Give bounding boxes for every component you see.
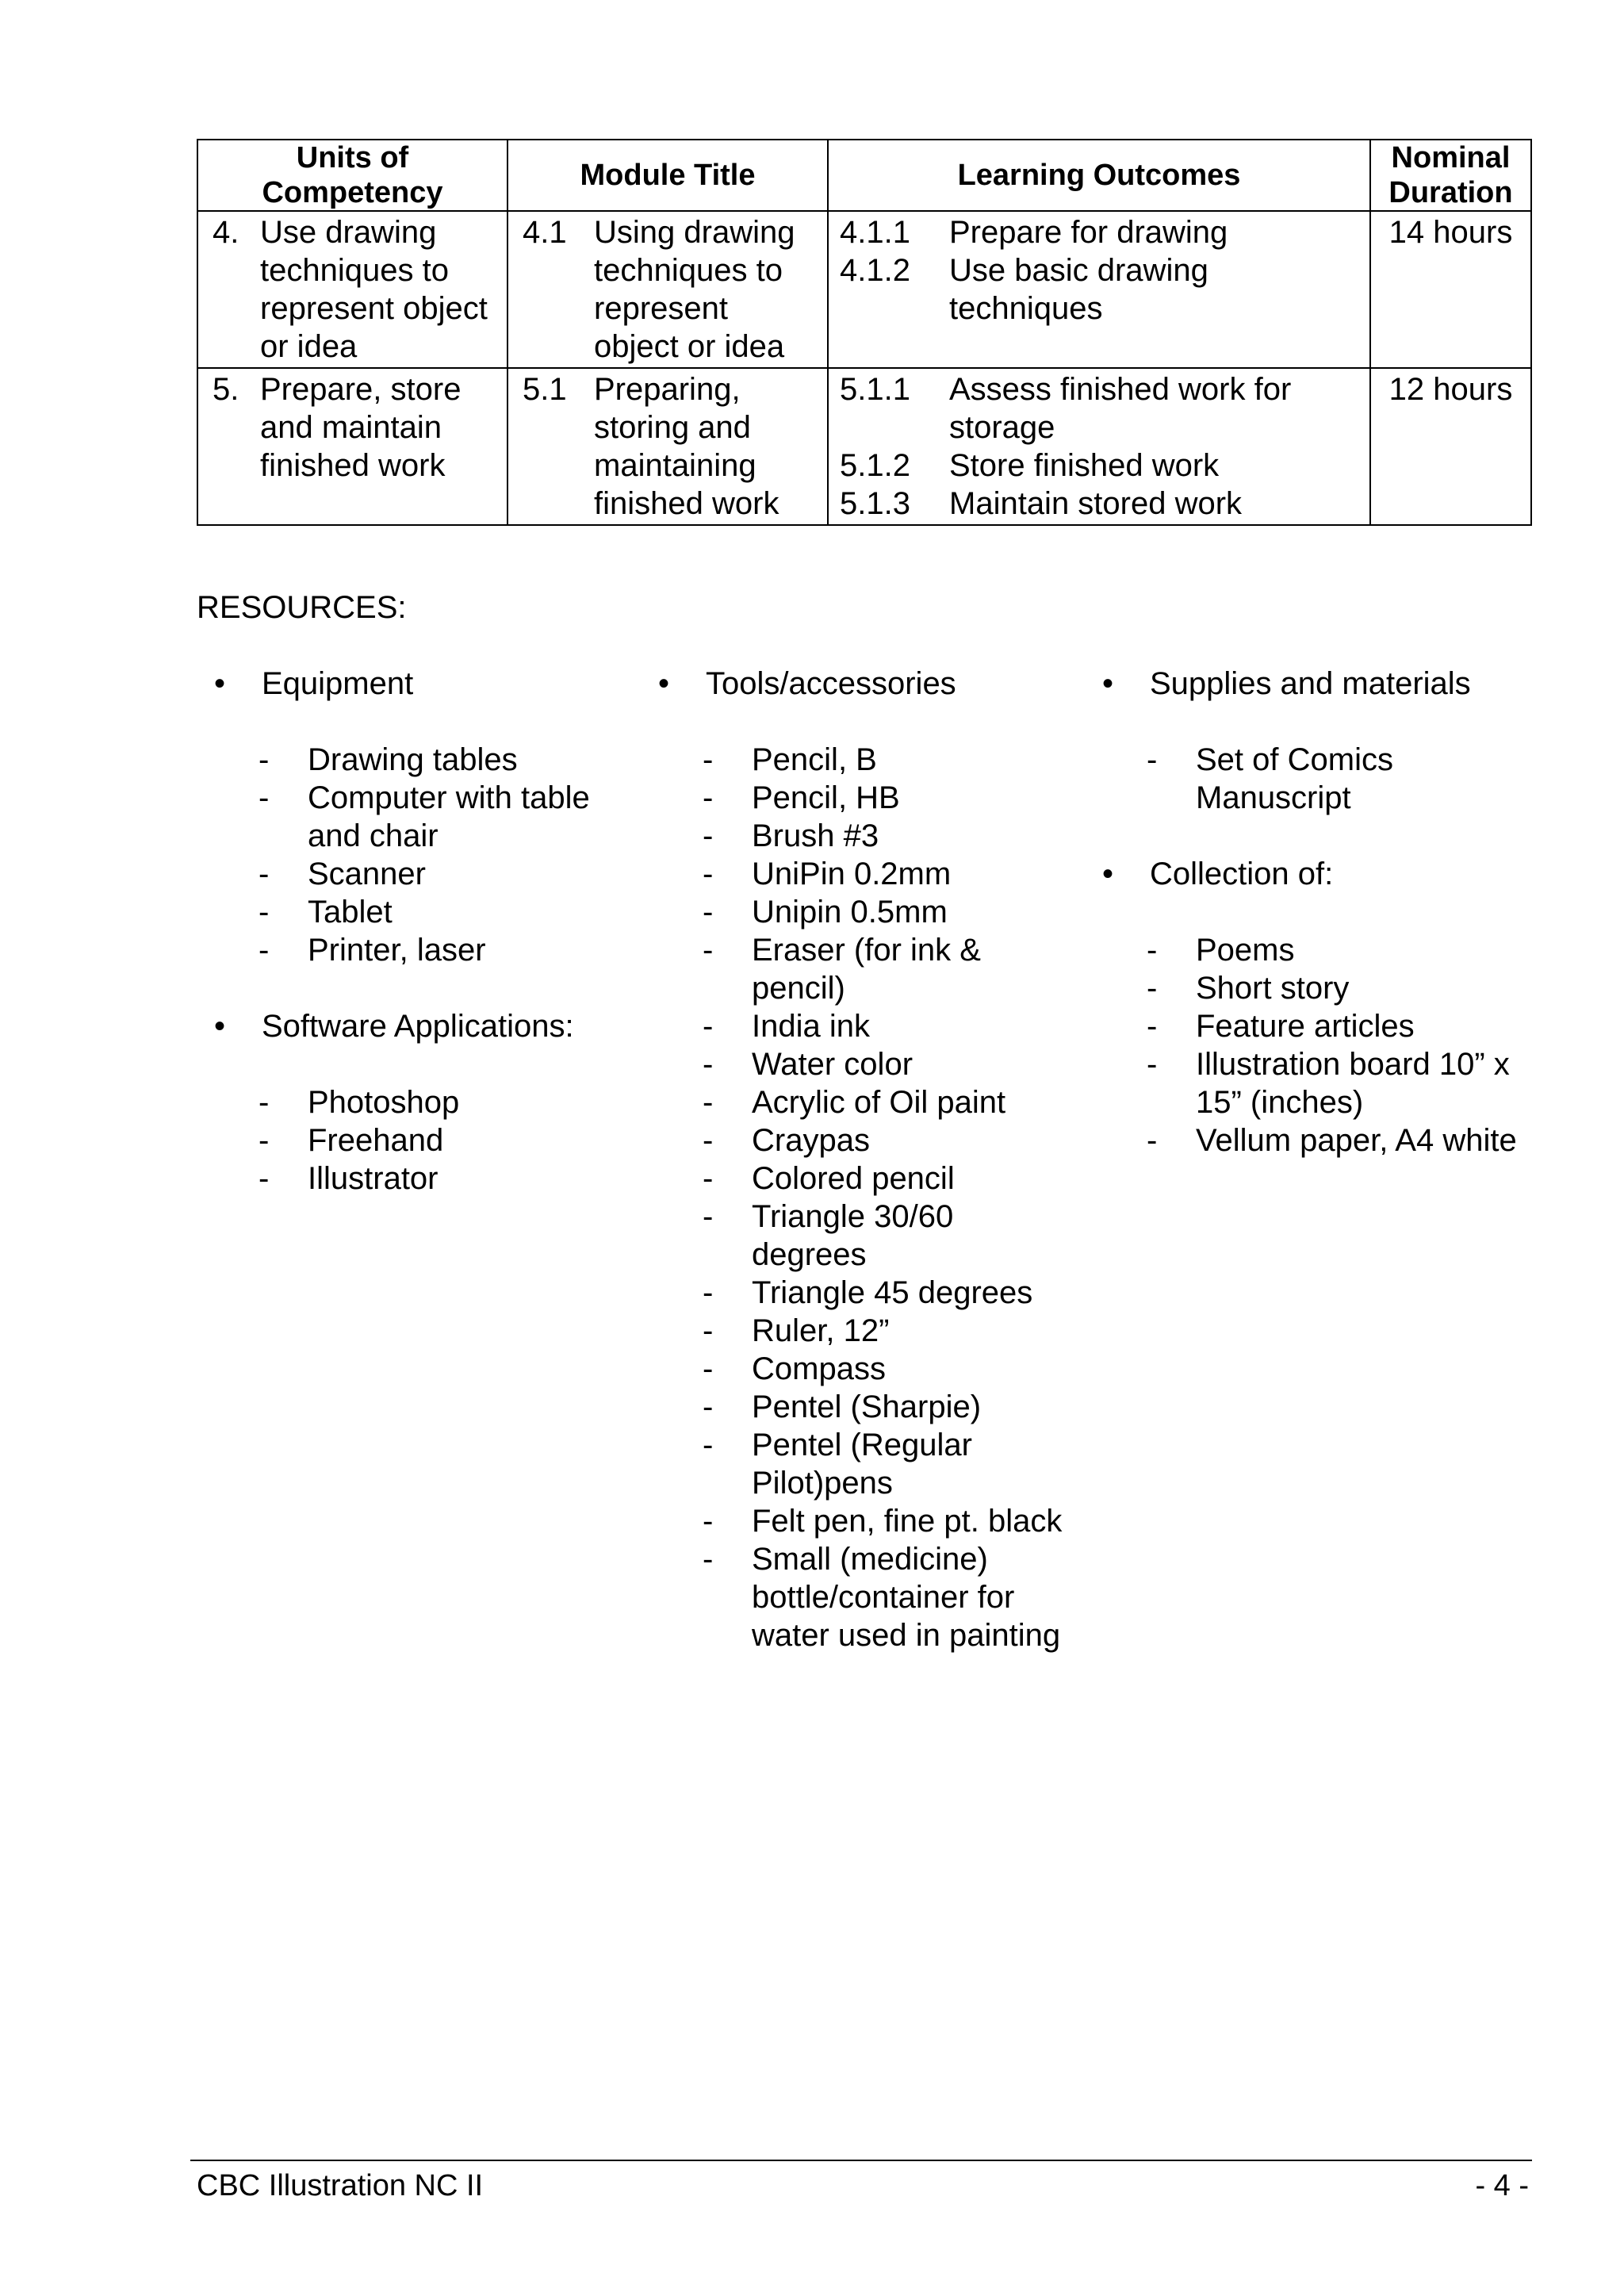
list-item <box>652 1121 1064 1159</box>
list-item-text: Acrylic of Oil paint <box>752 1085 1006 1120</box>
list-item <box>652 1007 1064 1045</box>
dash-marker: - <box>703 895 714 930</box>
list-item-text: Printer, laser <box>308 933 486 968</box>
dash-marker: - <box>703 1389 714 1424</box>
unit-text: Prepare, store and maintain finished work <box>260 372 462 483</box>
tools-title: Tools/accessories <box>706 666 956 701</box>
unit-number: 4. <box>213 215 239 250</box>
list-item-text: Drawing tables <box>308 742 518 777</box>
competency-table <box>197 139 1532 526</box>
outcome-number: 4.1.2 <box>840 253 910 288</box>
header-units-line1: Units of <box>296 141 409 174</box>
tools-list <box>652 741 1064 1654</box>
outcome-text: Maintain stored work <box>949 486 1243 521</box>
dash-marker: - <box>1147 933 1158 968</box>
list-item <box>652 1159 1064 1198</box>
tools-heading <box>652 665 1064 703</box>
list-item-text: UniPin 0.2mm <box>752 857 952 891</box>
equipment-heading <box>208 665 620 703</box>
list-item-text: Triangle 30/60 degrees <box>752 1199 954 1272</box>
header-units-line2: Competency <box>262 176 443 209</box>
list-item <box>652 1198 1064 1274</box>
list-item-text: Compass <box>752 1351 886 1386</box>
module-cell <box>508 368 828 525</box>
module-text: Using drawing techniques to represent object or idea <box>594 215 795 364</box>
resources-heading: RESOURCES: <box>197 590 407 625</box>
list-item-text: Freehand <box>308 1123 444 1158</box>
list-item-text: Scanner <box>308 857 426 891</box>
unit-cell <box>197 368 508 525</box>
outcome-text: Store finished work <box>949 448 1220 483</box>
list-item <box>652 1083 1064 1121</box>
outcome-text: Use basic drawing techniques <box>949 253 1208 326</box>
list-item <box>1096 1121 1540 1159</box>
dash-marker: - <box>259 1161 270 1196</box>
resources-column-tools <box>652 665 1064 1654</box>
list-item <box>208 931 620 969</box>
list-item <box>1096 931 1540 969</box>
list-item <box>208 1121 620 1159</box>
list-item-text: Illustrator <box>308 1161 439 1196</box>
list-item <box>1096 1045 1540 1121</box>
list-item-text: Tablet <box>308 895 393 930</box>
unit-text: Use drawing techniques to represent object or idea <box>260 215 488 364</box>
list-item-text: Brush #3 <box>752 818 879 853</box>
dash-marker: - <box>1147 1009 1158 1044</box>
footer-document-title: CBC Illustration NC II <box>197 2169 484 2202</box>
table-row <box>197 368 1531 525</box>
outcome-number: 5.1.3 <box>840 486 910 521</box>
list-item-text: Felt pen, fine pt. black <box>752 1504 1063 1539</box>
list-item <box>652 931 1064 1007</box>
unit-cell <box>197 211 508 368</box>
dash-marker: - <box>259 742 270 777</box>
list-item <box>652 1312 1064 1350</box>
software-title: Software Applications: <box>262 1009 574 1044</box>
software-heading <box>208 1007 620 1045</box>
dash-marker: - <box>703 1313 714 1348</box>
outcome-number: 5.1.2 <box>840 448 910 483</box>
list-item <box>1096 969 1540 1007</box>
list-item-text: India ink <box>752 1009 870 1044</box>
list-item <box>652 741 1064 779</box>
bullet-icon: • <box>658 666 670 701</box>
list-item <box>208 893 620 931</box>
list-item <box>652 1045 1064 1083</box>
bullet-icon: • <box>1102 666 1114 701</box>
unit-number: 5. <box>213 372 239 407</box>
list-item-text: Feature articles <box>1196 1009 1415 1044</box>
dash-marker: - <box>259 895 270 930</box>
list-item-text: Computer with table and chair <box>308 780 590 853</box>
list-item <box>652 1540 1064 1654</box>
list-item <box>208 855 620 893</box>
dash-marker: - <box>703 1123 714 1158</box>
software-list <box>208 1083 620 1198</box>
list-item-text: Triangle 45 degrees <box>752 1275 1033 1310</box>
list-item <box>208 1083 620 1121</box>
table-row <box>197 211 1531 368</box>
list-item-text: Colored pencil <box>752 1161 955 1196</box>
resources-column-supplies <box>1096 665 1540 1159</box>
bullet-icon: • <box>214 666 226 701</box>
dash-marker: - <box>703 1275 714 1310</box>
dash-marker: - <box>703 742 714 777</box>
supplies-list <box>1096 741 1540 817</box>
outcome-number: 4.1.1 <box>840 215 910 250</box>
dash-marker: - <box>703 1542 714 1577</box>
duration-cell: 14 hours <box>1370 211 1531 368</box>
outcomes-cell <box>828 368 1370 525</box>
list-item <box>208 741 620 779</box>
dash-marker: - <box>703 1047 714 1082</box>
list-item-text: Poems <box>1196 933 1295 968</box>
collection-list <box>1096 931 1540 1159</box>
list-item-text: Photoshop <box>308 1085 460 1120</box>
list-item <box>652 779 1064 817</box>
dash-marker: - <box>703 1428 714 1462</box>
list-item-text: Unipin 0.5mm <box>752 895 948 930</box>
duration-cell: 12 hours <box>1370 368 1531 525</box>
header-duration-line2: Duration <box>1388 176 1513 209</box>
list-item <box>652 1388 1064 1426</box>
bullet-icon: • <box>214 1009 226 1044</box>
dash-marker: - <box>259 780 270 815</box>
list-item-text: Vellum paper, A4 white <box>1196 1123 1517 1158</box>
dash-marker: - <box>703 818 714 853</box>
list-item <box>1096 1007 1540 1045</box>
supplies-title: Supplies and materials <box>1150 666 1471 701</box>
dash-marker: - <box>1147 1123 1158 1158</box>
collection-title: Collection of: <box>1150 857 1334 891</box>
dash-marker: - <box>703 780 714 815</box>
dash-marker: - <box>259 1085 270 1120</box>
dash-marker: - <box>703 1351 714 1386</box>
outcomes-cell <box>828 211 1370 368</box>
module-cell <box>508 211 828 368</box>
list-item-text: Water color <box>752 1047 914 1082</box>
list-item-text: Illustration board 10” x 15” (inches) <box>1196 1047 1510 1120</box>
list-item <box>652 1350 1064 1388</box>
dash-marker: - <box>259 933 270 968</box>
header-duration-line1: Nominal <box>1391 141 1511 174</box>
list-item <box>652 1502 1064 1540</box>
dash-marker: - <box>703 1161 714 1196</box>
list-item <box>208 1159 620 1198</box>
list-item <box>652 855 1064 893</box>
list-item-text: Pentel (Regular Pilot)pens <box>752 1428 972 1501</box>
list-item-text: Eraser (for ink & pencil) <box>752 933 981 1006</box>
dash-marker: - <box>259 1123 270 1158</box>
list-item-text: Short story <box>1196 971 1350 1006</box>
module-number: 5.1 <box>523 372 567 407</box>
list-item-text: Ruler, 12” <box>752 1313 890 1348</box>
list-item <box>652 893 1064 931</box>
list-item-text: Set of Comics Manuscript <box>1196 742 1393 815</box>
footer-divider <box>190 2160 1532 2161</box>
equipment-list <box>208 741 620 969</box>
dash-marker: - <box>1147 1047 1158 1082</box>
dash-marker: - <box>703 1199 714 1234</box>
list-item-text: Pencil, B <box>752 742 877 777</box>
outcome-text: Assess finished work for storage <box>949 372 1292 445</box>
dash-marker: - <box>703 857 714 891</box>
bullet-icon: • <box>1102 857 1114 891</box>
dash-marker: - <box>703 1504 714 1539</box>
module-number: 4.1 <box>523 215 567 250</box>
module-text: Preparing, storing and maintaining finished work <box>594 372 779 521</box>
list-item-text: Craypas <box>752 1123 870 1158</box>
list-item-text: Small (medicine) bottle/container for water used in painting <box>752 1542 1061 1653</box>
supplies-heading <box>1096 665 1540 703</box>
outcome-number: 5.1.1 <box>840 372 910 407</box>
list-item <box>652 817 1064 855</box>
header-units-of-competency <box>197 140 508 211</box>
footer-page-number: - 4 - <box>1475 2169 1529 2202</box>
dash-marker: - <box>1147 971 1158 1006</box>
list-item <box>1096 741 1540 817</box>
header-nominal-duration <box>1370 140 1531 211</box>
dash-marker: - <box>703 933 714 968</box>
collection-heading <box>1096 855 1540 893</box>
list-item <box>652 1274 1064 1312</box>
dash-marker: - <box>1147 742 1158 777</box>
dash-marker: - <box>703 1085 714 1120</box>
dash-marker: - <box>259 857 270 891</box>
outcome-text: Prepare for drawing <box>949 215 1228 250</box>
dash-marker: - <box>703 1009 714 1044</box>
header-learning-outcomes: Learning Outcomes <box>828 140 1370 211</box>
list-item-text: Pencil, HB <box>752 780 900 815</box>
list-item-text: Pentel (Sharpie) <box>752 1389 982 1424</box>
list-item <box>208 779 620 855</box>
equipment-title: Equipment <box>262 666 414 701</box>
header-module-title: Module Title <box>508 140 828 211</box>
table-header-row <box>197 140 1531 211</box>
list-item <box>652 1426 1064 1502</box>
resources-column-equipment <box>208 665 620 1198</box>
